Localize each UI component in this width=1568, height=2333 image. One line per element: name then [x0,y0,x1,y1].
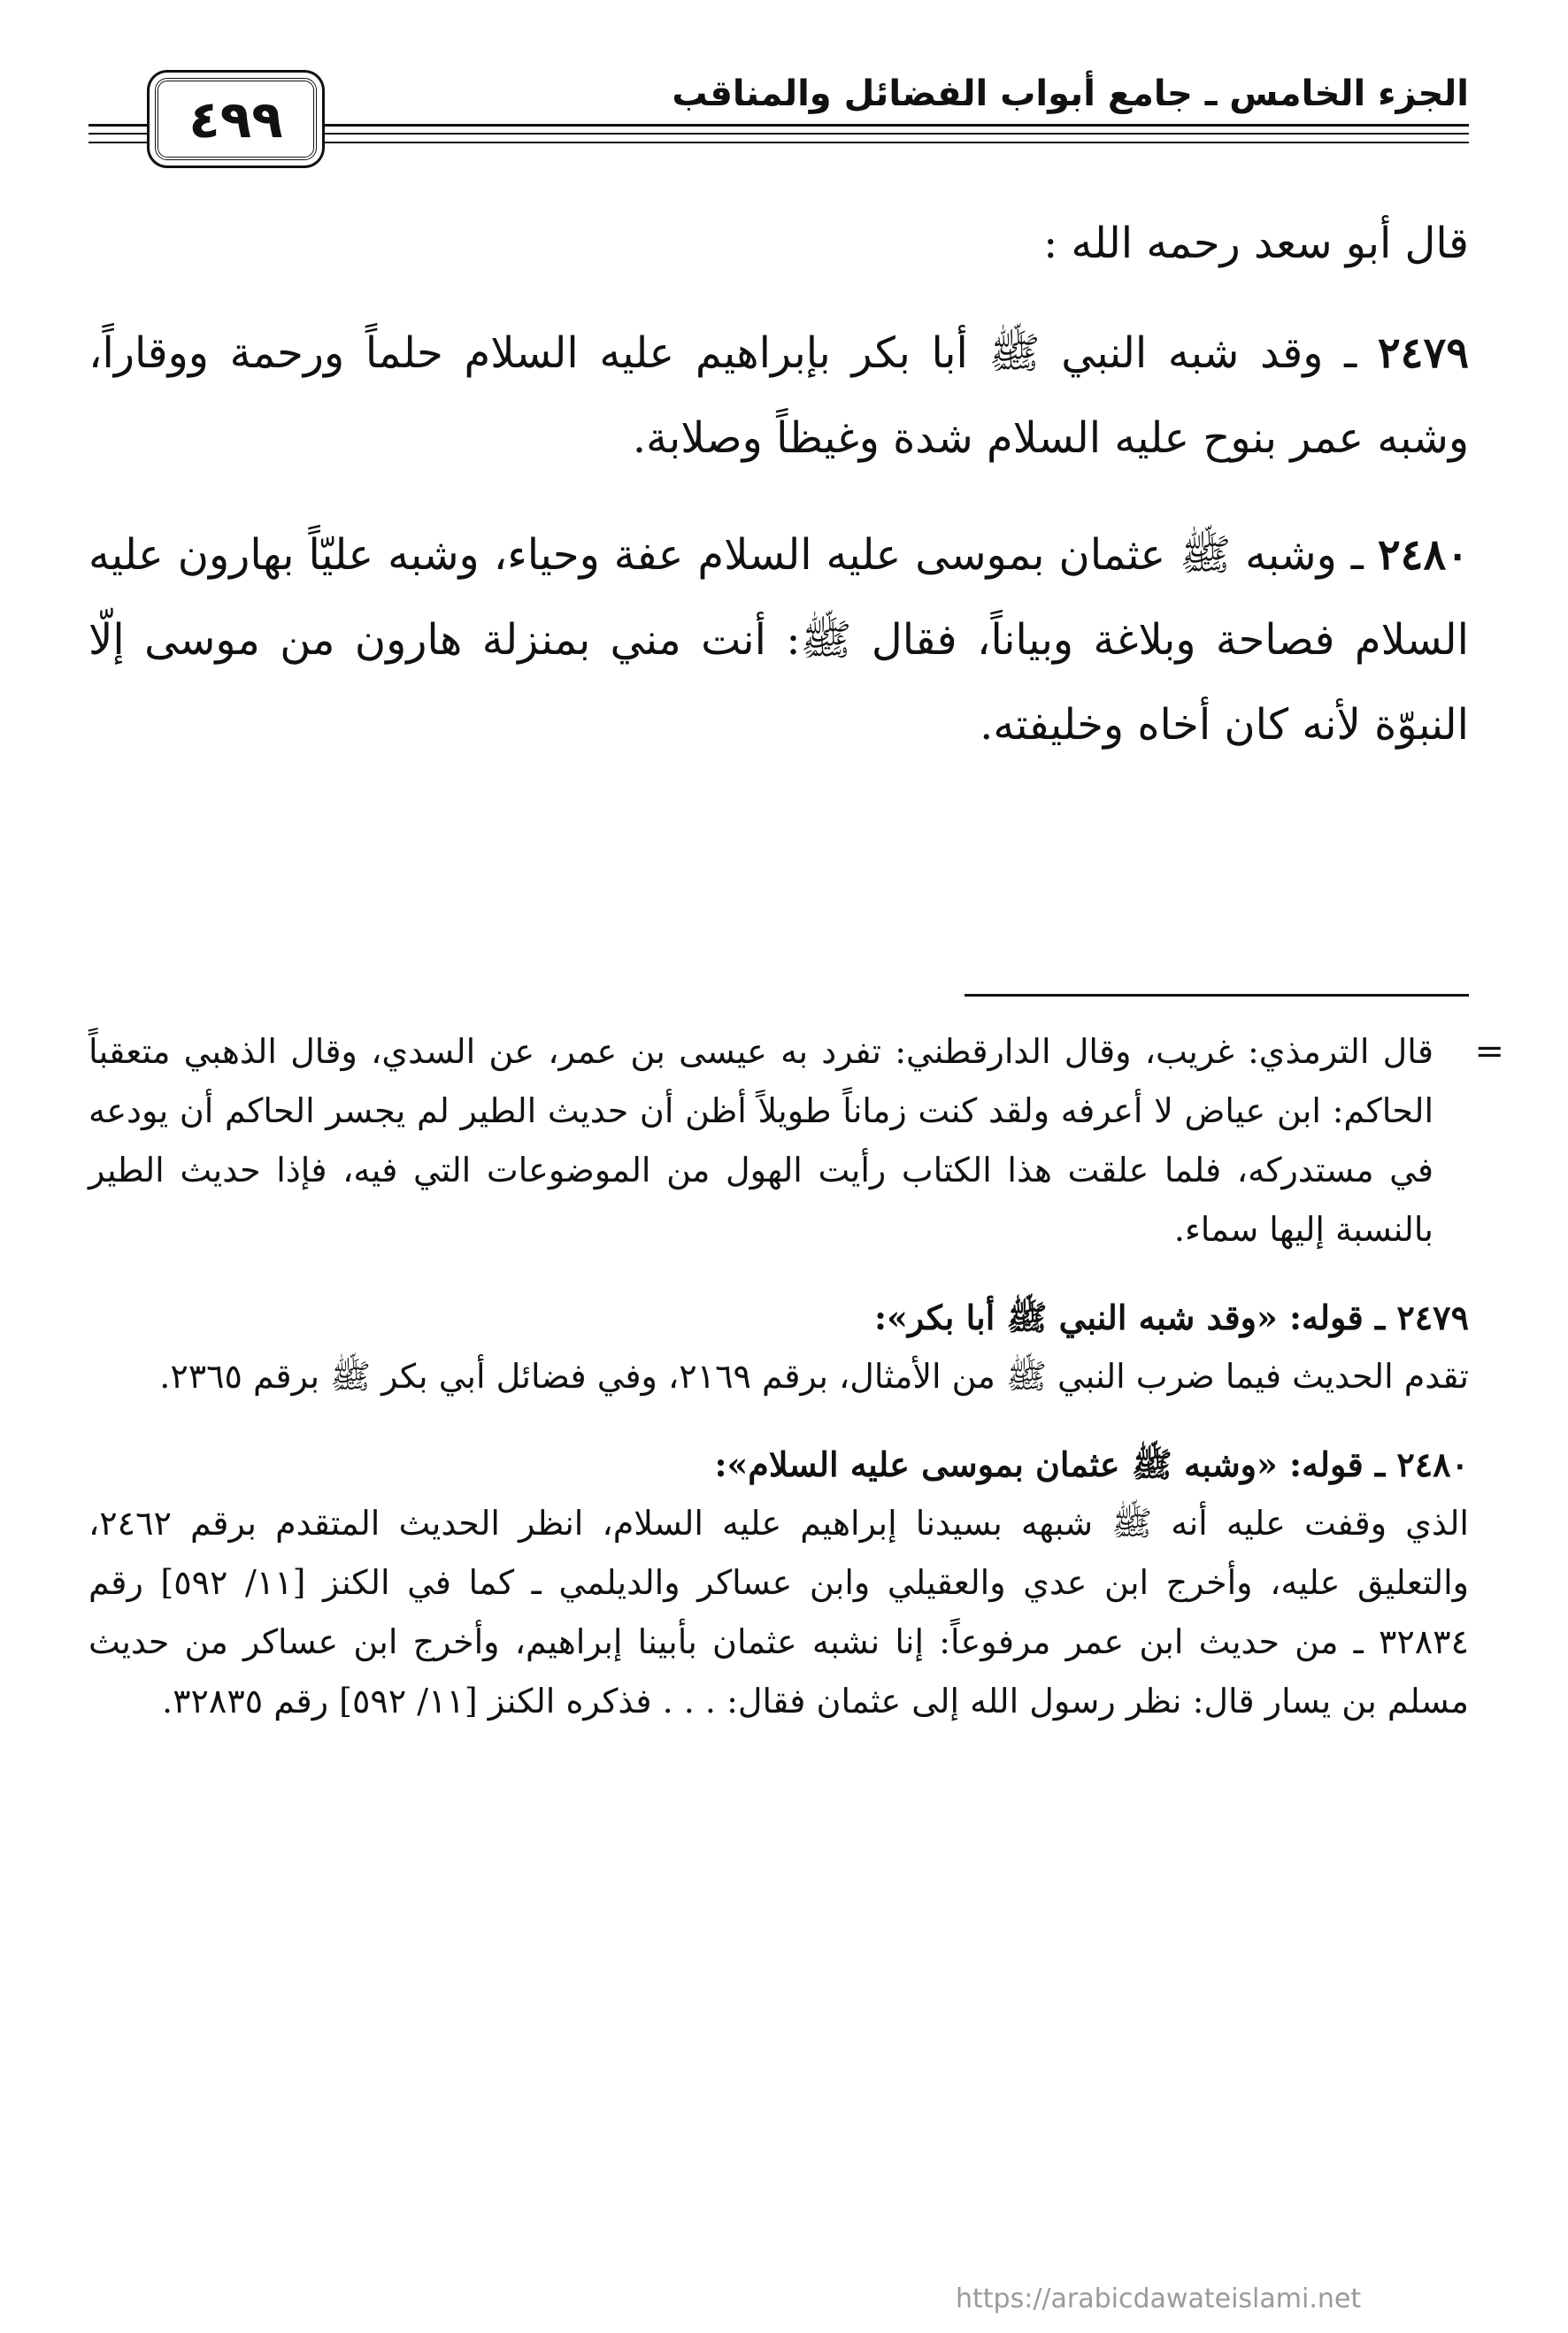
paragraph-number: ٢٤٨٠ [1377,530,1470,580]
main-text [88,208,1469,799]
running-title: الجزء الخامس ـ جامع أبواب الفضائل والمناقب [661,69,1469,119]
footnote-2480 [88,1435,1469,1731]
footnote-2479 [88,1288,1469,1406]
paragraph-2480 [88,512,1469,767]
footnotes [88,1022,1504,1759]
paragraph-text: ـ وقد شبه النبي ﷺ أبا بكر بإبراهيم عليه السلام حلماً ورحمة ووقاراً، وشبه عمر بنوح عليه السلام شدة وغيظاً وصلابة. [88,328,1469,463]
footnote-body: تقدم الحديث فيما ضرب النبي ﷺ من الأمثال، برقم ٢١٦٩، وفي فضائل أبي بكر ﷺ برقم ٢٣٦٥. [159,1357,1469,1396]
paragraph-2479 [88,311,1469,481]
footnote-body: الذي وقفت عليه أنه ﷺ شبهه بسيدنا إبراهيم عليه السلام، انظر الحديث المتقدم برقم ٢٤٦٢، والتعليق عليه، وأخرج ابن عدي والعقيلي وابن عساكر والديلمي ـ كما في الكنز [١١/ ٥٩٢] رقم ٣٢٨٣٤ ـ من حديث ابن عمر مرفوعاً: إنا نشبه عثمان بأبينا إبراهيم، وأخرج ابن عساكر من حديث مسلم بن يسار قال: نظر رسول الله إلى عثمان فقال: . . . فذكره الكنز [١١/ ٥٩٢] رقم ٣٢٨٣٥. [88,1504,1470,1721]
footnote-continuation-text: قال الترمذي: غريب، وقال الدارقطني: تفرد به عيسى بن عمر، عن السدي، وقال الذهبي متعقباً الحاكم: ابن عياض لا أعرفه ولقد كنت زماناً طويلاً أظن أن حديث الطير لم يجسر الحاكم أن يودعه في مستدركه، فلما علقت هذا الكتاب رأيت الهول من الموضوعات التي فيه، فإذا حديث الطير بالنسبة إليها سماء. [88,1032,1433,1249]
continuation-mark: = [1474,1031,1504,1072]
intro-line: قال أبو سعد رحمه الله : [1043,219,1469,268]
footnote-separator [965,994,1469,997]
paragraph-text: ـ وشبه ﷺ عثمان بموسى عليه السلام عفة وحياء، وشبه عليّاً بهارون عليه السلام فصاحة وبلاغة وبياناً، فقال ﷺ: أنت مني بمنزلة هارون من موسى إلّا النبوّة لأنه كان أخاه وخليفته. [88,530,1469,750]
footnote-heading: ٢٤٧٩ ـ قوله: «وقد شبه النبي ﷺ أبا بكر»: [874,1297,1469,1337]
footnote-heading: ٢٤٨٠ ـ قوله: «وشبه ﷺ عثمان بموسى عليه السلام»: [714,1444,1469,1484]
footnote-continuation [88,1022,1504,1259]
page-number: ٤٩٩ [155,78,317,160]
watermark-url: https://arabicdawateislami.net [956,2283,1362,2314]
paragraph-number: ٢٤٧٩ [1377,328,1469,378]
page-header [88,69,1469,166]
